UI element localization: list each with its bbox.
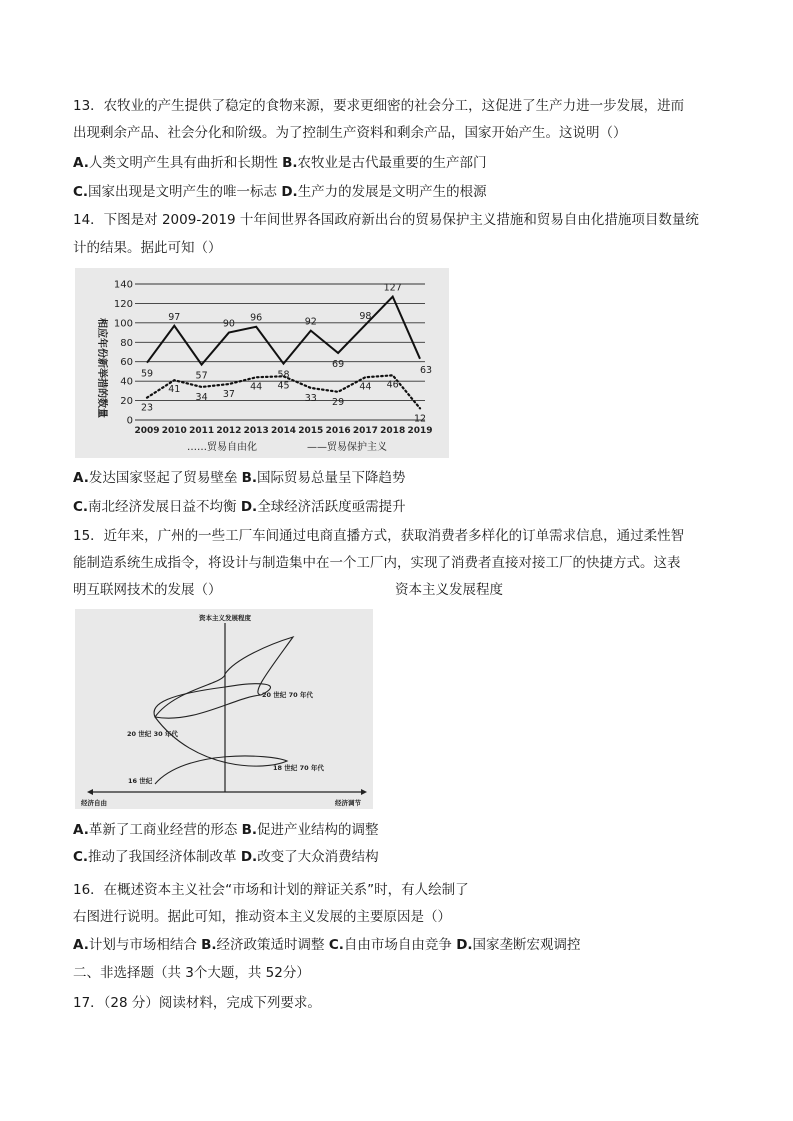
protectionism-point-label: 58 (277, 369, 290, 381)
q15-option-d-letter: D. (240, 849, 258, 865)
q14-option-a: 发达国家竖起了贸易壁垒 (88, 470, 238, 486)
q16-stem-line2: 右图进行说明。据此可知，推动资本主义发展的主要原因是（） (73, 909, 451, 925)
q13-stem-line1: 13．农牧业的产生提供了稳定的食物来源，要求更细密的社会分工，这促进了生产力进一步发展，进而 (73, 98, 685, 114)
q14-option-a-letter: A. (73, 470, 89, 486)
q13-option-c: 国家出现是文明产生的唯一标志 (88, 184, 278, 200)
protectionism-point-label: 96 (250, 312, 263, 324)
free-trade-point-label: 46 (386, 379, 399, 391)
q13-option-b: 农牧业是古代最重要的生产部门 (297, 155, 487, 171)
q15-side-caption: 资本主义发展程度 (395, 582, 503, 598)
capitalism-spiral-svg (75, 609, 373, 809)
free-trade-point-label: 44 (250, 381, 263, 393)
trade-measures-chart-svg (75, 268, 449, 458)
q15-option-c-letter: C. (73, 849, 89, 865)
free-trade-point-label: 33 (304, 392, 317, 404)
q16-stem-line1: 16．在概述资本主义社会“市场和计划的辩证关系”时，有人绘制了 (73, 882, 469, 898)
y-axis (114, 280, 133, 427)
q13-option-c-letter: C. (73, 184, 89, 200)
q15-option-c: 推动了我国经济体制改革 (88, 849, 237, 865)
free-trade-point-label: 37 (222, 389, 235, 401)
protectionism-point-label: 90 (222, 318, 235, 330)
q16-option-d: 国家垄断宏观调控 (472, 937, 581, 953)
q13-stem-line2: 出现剩余产品、社会分化和阶级。为了控制生产资料和剩余产品，国家开始产生。这说明（） (73, 125, 627, 141)
protectionism-point-label: 127 (383, 282, 402, 294)
free-trade-point-label: 44 (359, 381, 372, 393)
diagram-spiral-loop (154, 684, 270, 717)
x-tick-label: 2016 (325, 426, 351, 436)
x-tick-label: 2018 (380, 426, 406, 436)
q13-option-d: 生产力的发展是文明产生的根源 (297, 184, 487, 200)
diagram-spiral (155, 637, 293, 784)
label-economic-regulation: 经济调节 (335, 799, 361, 807)
q15-option-a: 革新了工商业经营的形态 (88, 822, 238, 838)
q13-options-row2 (73, 182, 487, 202)
q16-option-a: 计划与市场相结合 (88, 937, 197, 953)
label-1970s: 20 世纪 70 年代 (262, 691, 313, 699)
q15-option-d: 改变了大众消费结构 (257, 849, 379, 865)
q15-option-a-letter: A. (73, 822, 89, 838)
free-trade-point-label: 29 (332, 396, 345, 408)
q13-option-d-letter: D. (281, 184, 298, 200)
x-tick-label: 2017 (352, 426, 378, 436)
q13-option-a: 人类文明产生具有曲折和长期性 (88, 155, 278, 171)
q14-stem-line1: 14．下图是对 2009-2019 十年间世界各国政府新出台的贸易保护主义措施和贸易自由化措施项目数量统 (73, 212, 699, 228)
q16-option-d-letter: D. (456, 937, 473, 953)
free-trade-point-label: 41 (168, 384, 181, 396)
protectionism-point-label: 57 (195, 370, 208, 382)
y-tick-label: 60 (120, 357, 133, 369)
series-lines (147, 297, 420, 409)
q13-options-row1 (73, 153, 487, 173)
q15-option-b-letter: B. (241, 822, 258, 838)
q15-stem-line2: 能制造系统生成指令，将设计与制造集中在一个工厂内，实现了消费者直接对接工厂的快捷方式。这表 (73, 555, 681, 571)
y-tick-label: 0 (126, 415, 133, 427)
q17-stem: 17．（28 分）阅读材料，完成下列要求。 (73, 995, 321, 1011)
diagram-title: 资本主义发展程度 (199, 614, 251, 622)
label-1930s: 20 世纪 30 年代 (127, 730, 178, 738)
x-tick-label: 2015 (298, 426, 324, 436)
q16-option-c-letter: C. (328, 937, 344, 953)
q16-option-a-letter: A. (73, 937, 89, 953)
x-tick-label: 2009 (134, 426, 160, 436)
protectionism-point-label: 97 (168, 311, 181, 323)
trade-measures-chart (75, 268, 449, 458)
diagram-left-arrow (87, 789, 93, 795)
x-tick-label: 2019 (407, 426, 433, 436)
q14-option-d: 全球经济活跃度亟需提升 (257, 499, 406, 515)
point-labels (141, 283, 432, 425)
free-trade-point-label: 34 (195, 391, 208, 403)
gridlines (135, 284, 425, 420)
chart-ylabel: 相应年份新举措的数量 (96, 318, 107, 418)
q14-option-c-letter: C. (73, 499, 89, 515)
section2-heading: 二、非选择题（共 3个大题，共 52分） (73, 965, 310, 981)
protectionism-point-label: 98 (359, 310, 372, 322)
q15-stem-line1: 15．近年来，广州的一些工厂车间通过电商直播方式，获取消费者多样化的订单需求信息，通过柔性智 (73, 528, 685, 544)
x-tick-label: 2011 (189, 426, 215, 436)
protectionism-line (147, 297, 420, 365)
q14-options-row2 (73, 497, 406, 517)
y-tick-label: 40 (120, 376, 133, 388)
y-tick-label: 100 (113, 318, 133, 330)
label-1770s: 18 世纪 70 年代 (273, 764, 324, 772)
x-axis (134, 426, 432, 436)
x-tick-label: 2013 (243, 426, 269, 436)
free-trade-point-label: 12 (413, 413, 427, 425)
protectionism-point-label: 63 (419, 364, 433, 376)
protectionism-point-label: 59 (140, 368, 154, 380)
q15-stem-line3: 明互联网技术的发展（） (73, 582, 222, 598)
q16-option-c: 自由市场自由竞争 (343, 937, 452, 953)
protectionism-point-label: 92 (304, 316, 317, 328)
q14-option-b-letter: B. (241, 470, 258, 486)
q16-option-b-letter: B. (201, 937, 217, 953)
label-16th-century: 16 世纪 (128, 777, 153, 785)
protectionism-point-label: 69 (332, 358, 345, 370)
q14-option-d-letter: D. (240, 499, 258, 515)
x-tick-label: 2012 (216, 426, 242, 436)
q15-option-b: 促进产业结构的调整 (257, 822, 379, 838)
legend-protectionism: ——贸易保护主义 (307, 442, 387, 453)
q15-options-row2 (73, 847, 379, 867)
q13-option-a-letter: A. (73, 155, 89, 171)
capitalism-spiral-diagram (75, 609, 373, 809)
q14-option-c: 南北经济发展日益不均衡 (88, 499, 237, 515)
label-economic-freedom: 经济自由 (81, 799, 107, 807)
y-tick-label: 140 (113, 279, 133, 291)
q14-stem-line2: 计的结果。据此可知（） (73, 240, 222, 256)
y-tick-label: 20 (120, 396, 133, 408)
y-tick-label: 120 (113, 298, 133, 310)
q14-options-row1 (73, 468, 406, 488)
y-tick-label: 80 (120, 337, 133, 349)
q16-options-row (73, 935, 581, 955)
x-tick-label: 2010 (161, 426, 187, 436)
q16-option-b: 经济政策适时调整 (216, 937, 325, 953)
free-trade-point-label: 23 (140, 402, 154, 414)
diagram-right-arrow (361, 789, 367, 795)
q13-option-b-letter: B. (282, 155, 298, 171)
q14-option-b: 国际贸易总量呈下降趋势 (257, 470, 406, 486)
q15-options-row1 (73, 820, 379, 840)
legend-free-trade: ……贸易自由化 (187, 442, 257, 453)
free-trade-point-label: 45 (277, 380, 290, 392)
x-tick-label: 2014 (270, 426, 297, 436)
